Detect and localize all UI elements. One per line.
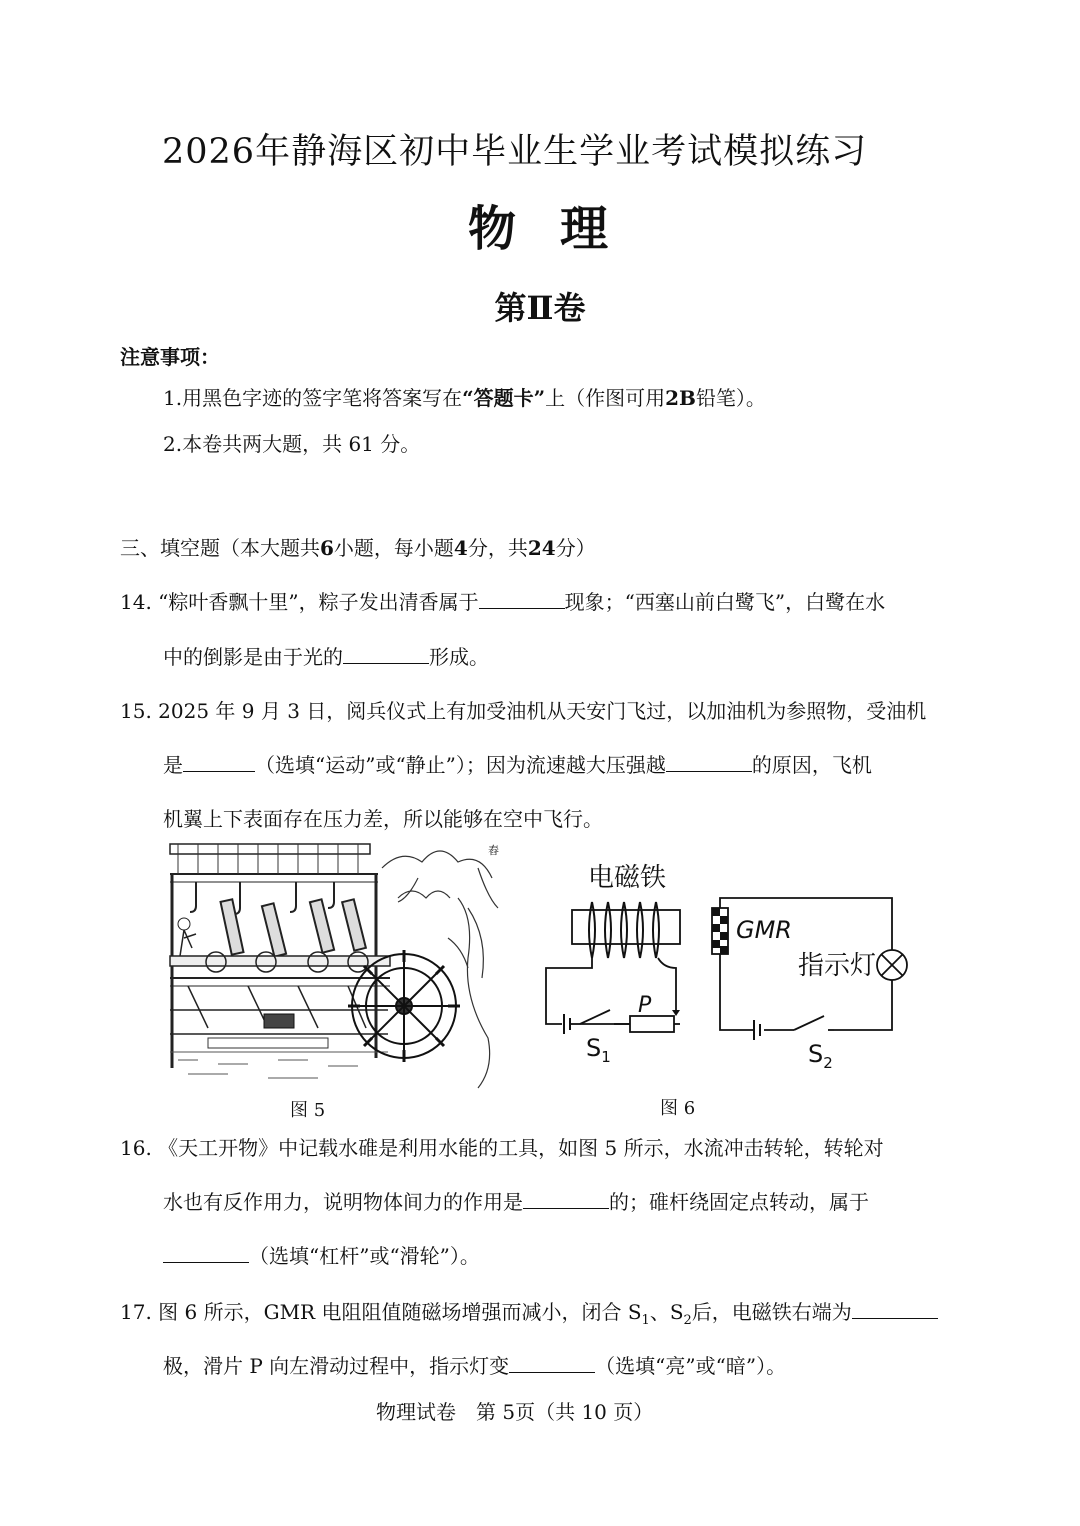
answer-blank[interactable] xyxy=(479,590,565,609)
battery-2 xyxy=(754,1020,760,1040)
q16-text-c: （选填“杠杆”或“滑轮”）。 xyxy=(249,1244,480,1268)
notice-heading: 注意事项： xyxy=(120,345,220,369)
switch-s1-label: $S_1$ xyxy=(586,1034,611,1066)
section-heading-a: 三、填空题（本大题共 xyxy=(120,536,320,560)
notice-item-1-text-c: 铅笔）。 xyxy=(695,386,766,410)
section-heading xyxy=(120,532,596,561)
question-15-line-2 xyxy=(163,749,872,778)
q17-sub-2: 2 xyxy=(683,1313,692,1328)
rheostat xyxy=(630,1016,674,1032)
question-17-line-2 xyxy=(163,1350,786,1379)
q17-sub-1: 1 xyxy=(641,1313,650,1328)
subject-char-2: 理 xyxy=(560,201,613,257)
question-16-line-3 xyxy=(163,1240,480,1269)
notice-item-1 xyxy=(163,382,766,411)
q14-text-b: 现象；“西塞山前白鹭飞”，白鹭在水 xyxy=(564,590,886,614)
volume-title: 第Ⅱ卷 xyxy=(494,289,586,327)
answer-blank[interactable] xyxy=(183,753,255,772)
question-15-line-1: 15. 2025 年 9 月 3 日，阅兵仪式上有加受油机从天安门飞过，以加油机为参照物，受油机 xyxy=(120,699,927,723)
section-heading-total: 24 xyxy=(527,536,556,560)
switch-s2[interactable] xyxy=(794,1016,834,1030)
question-16-line-1: 16. 《天工开物》中记载水碓是利用水能的工具，如图 5 所示，水流冲击转轮，转轮对 xyxy=(120,1136,884,1160)
q16-text-a: 水也有反作用力，说明物体间力的作用是 xyxy=(163,1190,523,1214)
q17-text-e: （选填“亮”或“暗”）。 xyxy=(595,1354,787,1378)
notice-item-1-pencil: 2B xyxy=(665,386,696,410)
indicator-lamp-icon xyxy=(877,950,907,980)
q17-text-a: 17. 图 6 所示，GMR 电阻阻值随磁场增强而减小，闭合 S xyxy=(120,1300,642,1324)
page-footer: 物理试卷 第 5页（共 10 页） xyxy=(376,1400,654,1424)
question-14-line-1 xyxy=(120,586,885,615)
section-heading-points: 4 xyxy=(453,536,468,560)
q14-text-a: 14. “粽叶香飘十里”，粽子发出清香属于 xyxy=(120,590,479,614)
question-16-line-2 xyxy=(163,1186,869,1215)
exam-title: 2026年静海区初中毕业生学业考试模拟练习 xyxy=(162,132,868,172)
gmr-label: GMR xyxy=(736,916,792,944)
battery-1 xyxy=(564,1014,570,1034)
question-14-line-2 xyxy=(163,641,489,670)
switch-s1[interactable] xyxy=(580,1010,630,1024)
section-heading-count: 6 xyxy=(320,536,334,560)
answer-blank[interactable] xyxy=(666,753,752,772)
switch-s2-label: $S_2$ xyxy=(808,1040,833,1068)
slider-p-label: P xyxy=(638,993,652,1018)
answer-blank[interactable] xyxy=(509,1354,595,1373)
q14-text-d: 形成。 xyxy=(429,645,489,669)
notice-item-1-text-b: 上（作图可用 xyxy=(545,386,666,410)
figure-6-circuit-diagram xyxy=(540,850,920,1068)
figure-5-water-hammer-illustration xyxy=(168,838,504,1090)
answer-blank[interactable] xyxy=(852,1300,938,1319)
answer-blank[interactable] xyxy=(163,1244,249,1263)
indicator-lamp-label: 指示灯 xyxy=(798,951,877,981)
section-heading-c: 分，共 xyxy=(467,536,528,560)
q17-text-d: 极，滑片 P 向左滑动过程中，指示灯变 xyxy=(163,1354,510,1378)
question-17-line-1 xyxy=(120,1296,938,1328)
subject-title xyxy=(0,190,1080,259)
q15-text-a: 是 xyxy=(163,753,183,777)
q15-text-b: （选填“运动”或“静止”）；因为流速越大压强越 xyxy=(255,753,666,777)
figure-6-label: 图 6 xyxy=(660,1098,696,1119)
q14-text-c: 中的倒影是由于光的 xyxy=(163,645,343,669)
question-15-line-3: 机翼上下表面存在压力差，所以能够在空中飞行。 xyxy=(163,807,603,831)
subject-char-1: 物 xyxy=(467,201,520,257)
notice-item-2: 2.本卷共两大题，共 61 分。 xyxy=(163,432,421,456)
q16-text-b: 的；碓杆绕固定点转动，属于 xyxy=(609,1190,869,1214)
figure-5-label: 图 5 xyxy=(290,1100,326,1121)
section-heading-b: 小题，每小题 xyxy=(333,536,454,560)
figure-5-corner-text: 舂 xyxy=(488,844,499,857)
notice-item-1-answer-card: “答题卡” xyxy=(462,386,546,410)
notice-item-1-text-a: 1.用黑色字迹的签字笔将答案写在 xyxy=(163,386,463,410)
section-heading-d: 分） xyxy=(555,536,596,560)
answer-blank[interactable] xyxy=(343,645,429,664)
answer-blank[interactable] xyxy=(523,1190,609,1209)
q15-text-c: 的原因，飞机 xyxy=(751,753,872,777)
q17-text-b: 、S xyxy=(649,1300,684,1324)
electromagnet-label: 电磁铁 xyxy=(588,863,667,893)
q17-text-c: 后，电磁铁右端为 xyxy=(691,1300,852,1324)
